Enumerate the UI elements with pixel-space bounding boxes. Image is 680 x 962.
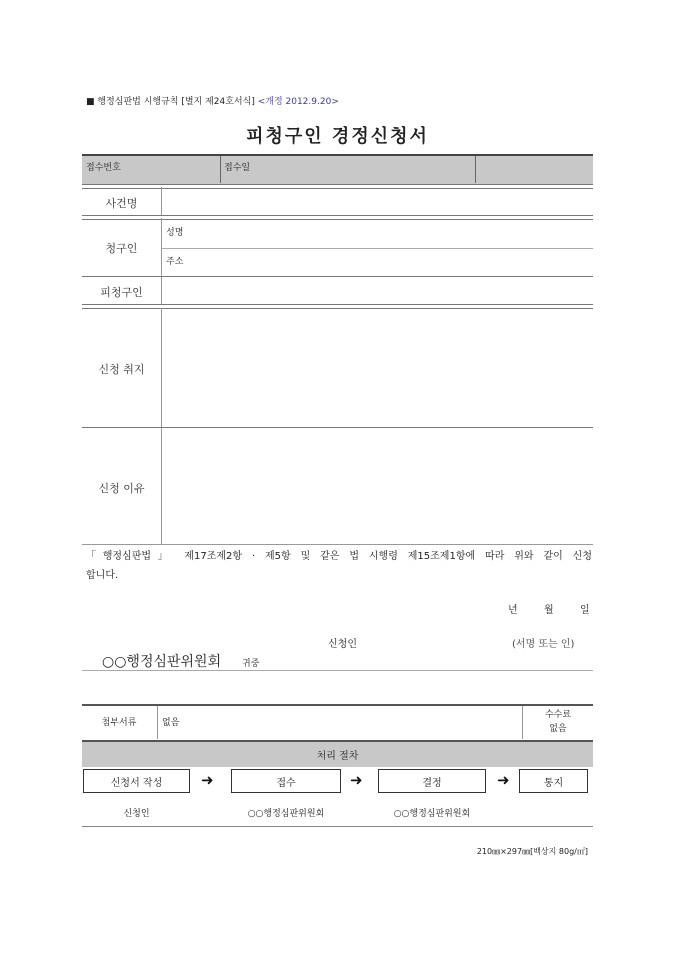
case-name-label: 사건명 [105, 197, 138, 210]
revision-date: <개정 2012.9.20> [257, 97, 339, 107]
addressee-name: ○○행정심판위원회 [102, 654, 222, 670]
procedure-header [82, 740, 593, 767]
actor-committee: ○○행정심판위원회 [247, 809, 325, 819]
divider [220, 156, 221, 183]
procedure-title: 처리 절차 [316, 751, 359, 762]
page-title: 피청구인 경정신청서 [246, 126, 429, 147]
receipt-row [82, 154, 593, 185]
purpose-label: 신청 취지 [98, 363, 145, 376]
arrow-right-icon: ➜ [350, 771, 363, 789]
attachments-label: 첨부서류 [101, 718, 137, 728]
form-reference-text: ■ 행정심판법 시행규칙 [별지 제24호서식] [86, 97, 255, 107]
step-receipt [231, 769, 341, 793]
step-label: 신청서 작성 [110, 777, 163, 789]
respondent-label: 피청구인 [100, 286, 143, 299]
day-label: 일 [580, 605, 590, 616]
claimant-address-field[interactable] [200, 250, 592, 275]
respondent-field[interactable] [162, 278, 592, 303]
statement-line-2: 합니다. [86, 570, 119, 581]
claimant-label: 청구인 [105, 242, 138, 255]
divider [161, 248, 593, 249]
claimant-name-field[interactable] [200, 220, 592, 246]
divider [82, 704, 593, 706]
divider [82, 427, 593, 428]
divider [82, 826, 593, 827]
attachments-value: 없음 [162, 718, 180, 728]
receipt-date-label: 접수일 [224, 163, 251, 173]
step-application [83, 769, 190, 793]
claimant-address-label: 주소 [166, 257, 184, 267]
divider [157, 706, 158, 739]
divider [82, 276, 593, 277]
fee-label: 수수료 [544, 710, 572, 720]
signature-label: (서명 또는 인) [512, 639, 575, 650]
case-name-field[interactable] [162, 188, 592, 214]
reason-label: 신청 이유 [98, 482, 145, 495]
step-notification [519, 769, 588, 793]
year-label: 년 [508, 605, 518, 616]
step-label: 통지 [543, 777, 564, 789]
fee-value: 없음 [549, 724, 567, 734]
receipt-number-label: 접수번호 [86, 163, 121, 173]
step-label: 결정 [422, 777, 442, 789]
statement-line-1: 「행정심판법」 제17조제2항 · 제5항 및 같은 법 시행령 제15조제1항에 따라 위와 같이 신청 [86, 551, 592, 562]
divider [475, 156, 476, 183]
step-label: 접수 [276, 777, 296, 789]
actor-committee: ○○행정심판위원회 [393, 809, 471, 819]
paper-spec: 210㎜×297㎜[백상지 80g/㎡] [476, 847, 588, 856]
actor-applicant: 신청인 [123, 809, 150, 819]
divider [82, 670, 593, 671]
form-reference [86, 94, 339, 107]
month-label: 월 [544, 605, 554, 616]
arrow-right-icon: ➜ [201, 771, 214, 789]
purpose-field[interactable] [162, 309, 592, 425]
claimant-name-label: 성명 [166, 228, 184, 238]
applicant-label: 신청인 [328, 639, 357, 650]
applicant-name-field[interactable] [372, 632, 502, 650]
reason-field[interactable] [162, 429, 592, 542]
divider [161, 218, 162, 276]
divider [82, 544, 593, 545]
arrow-right-icon: ➜ [497, 771, 510, 789]
addressee-suffix: 귀중 [242, 659, 260, 669]
step-decision [378, 769, 486, 793]
